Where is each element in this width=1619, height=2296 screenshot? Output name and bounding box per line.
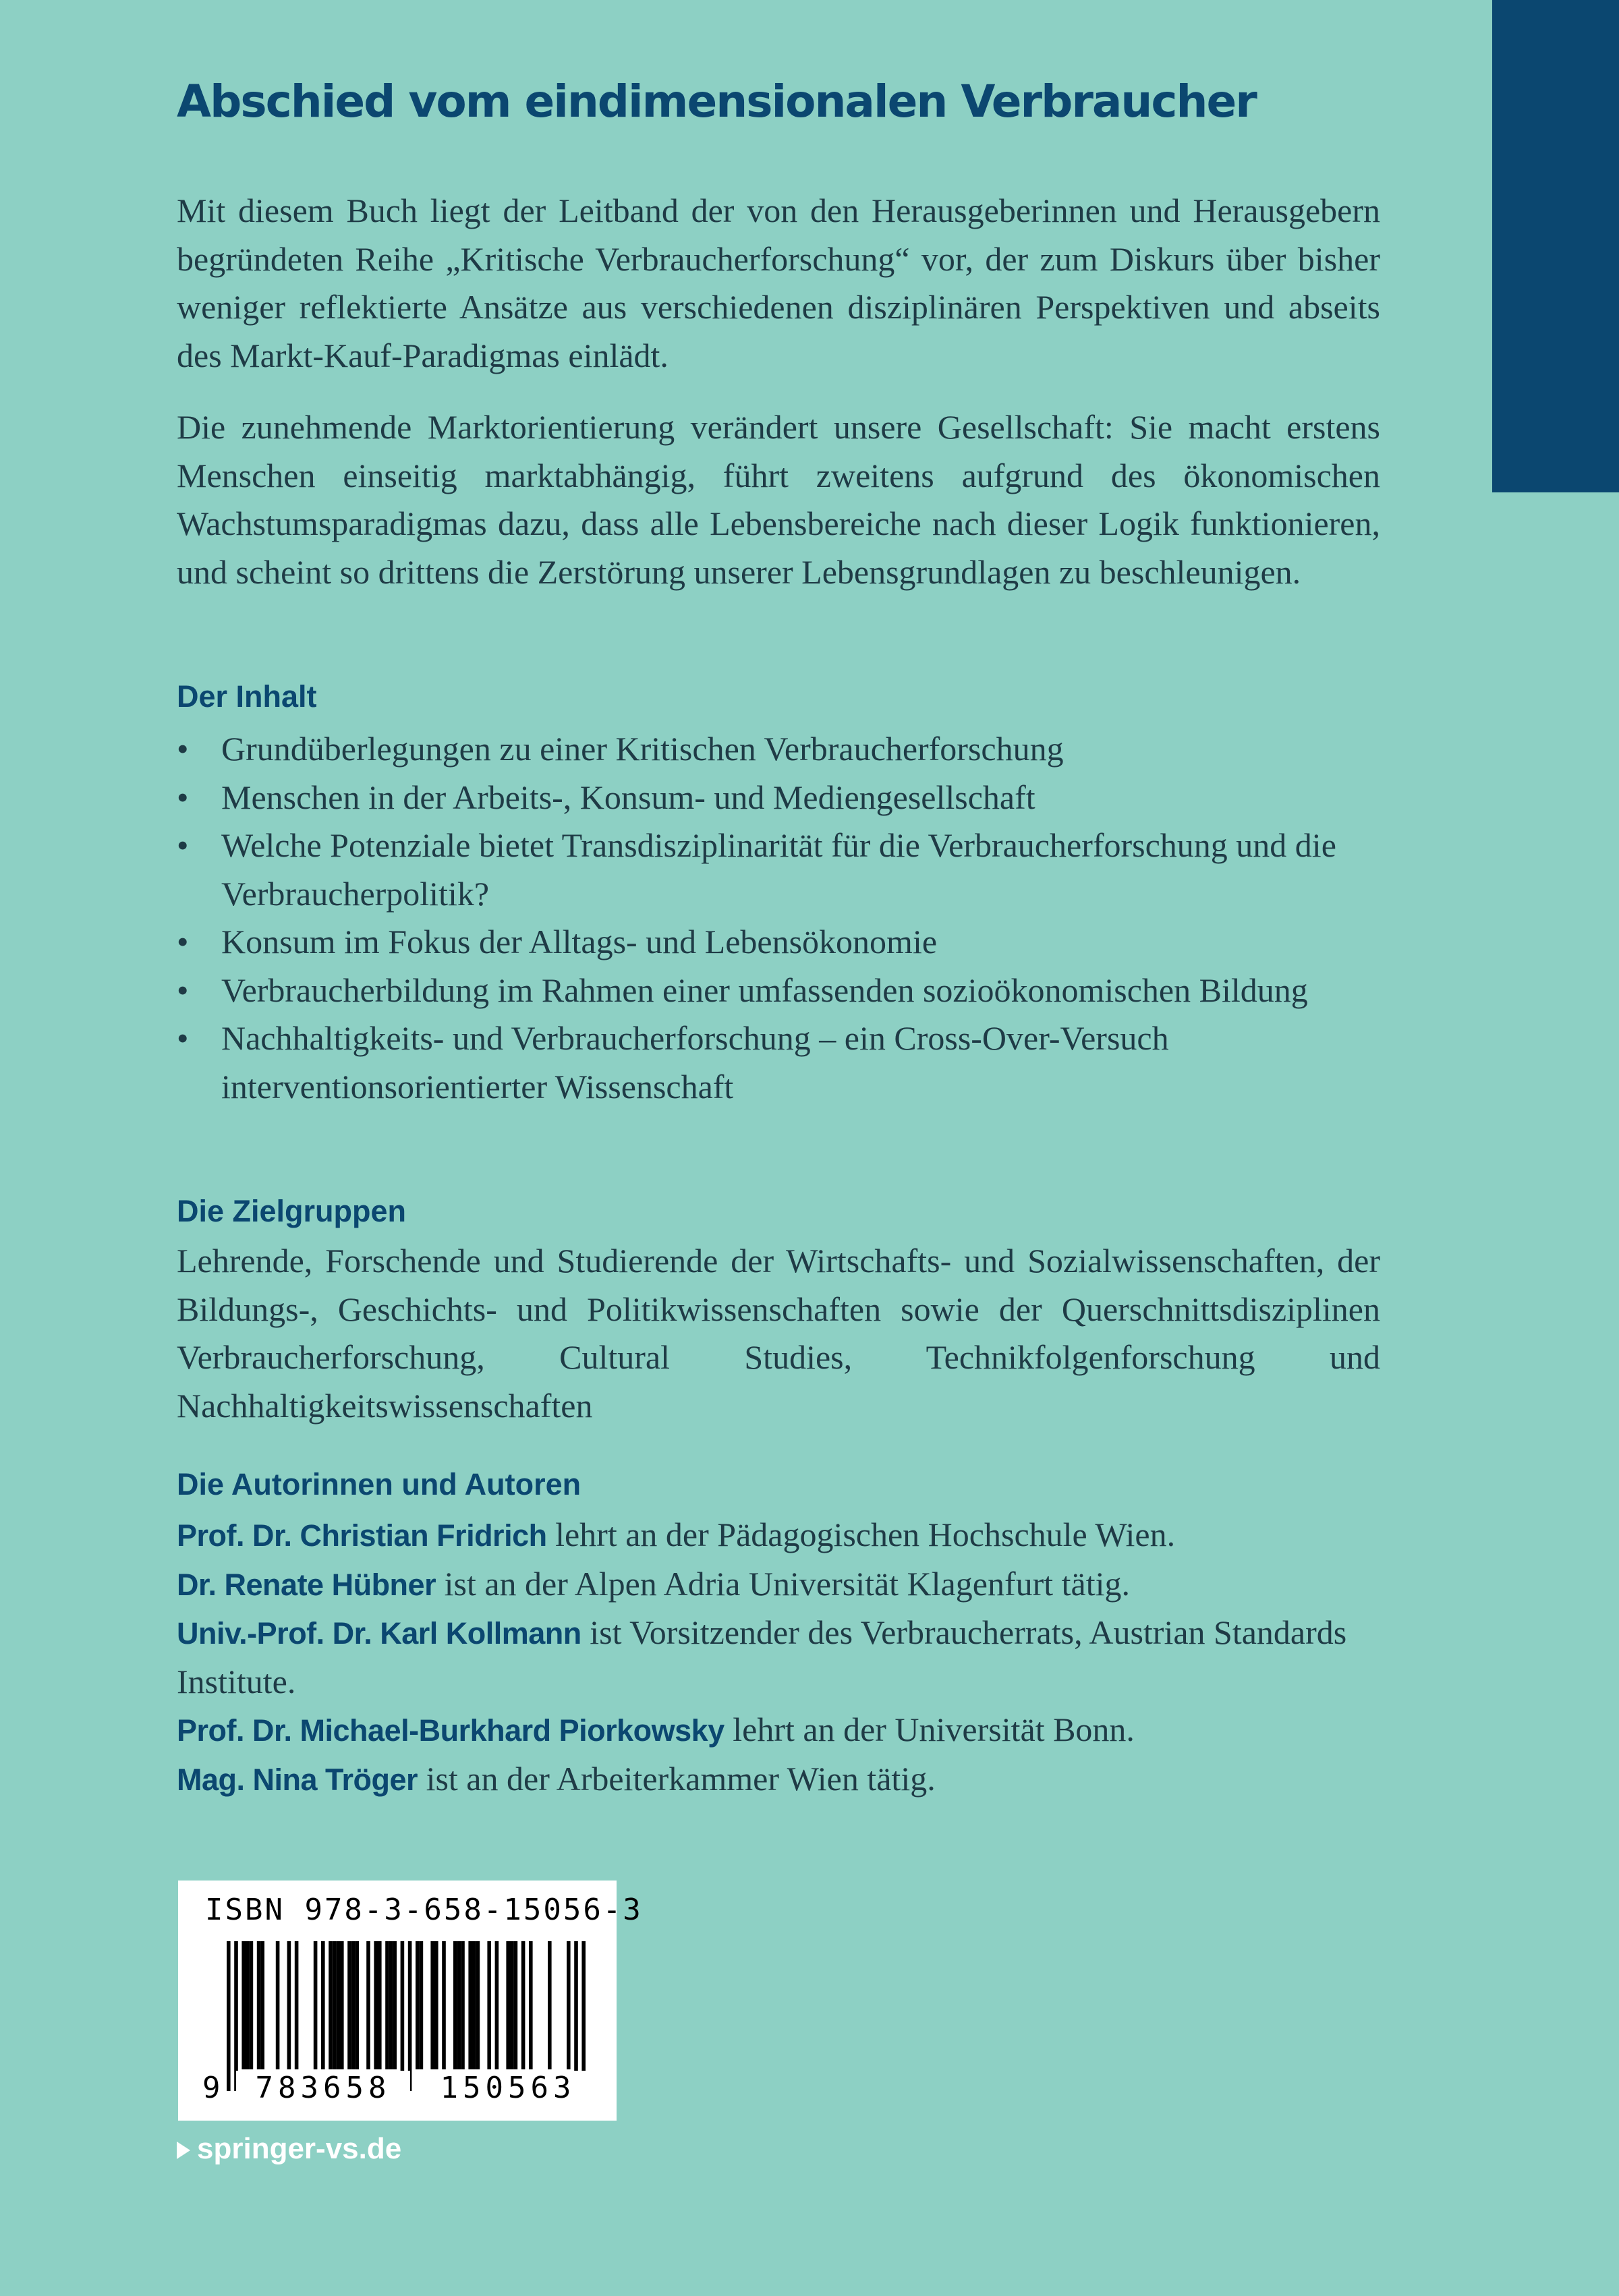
author-name: Dr. Renate Hübner bbox=[177, 1567, 436, 1602]
barcode-bar bbox=[385, 1941, 389, 2069]
barcode-bar bbox=[333, 1941, 337, 2069]
author-entry bbox=[177, 1560, 1380, 1609]
barcode-bar bbox=[567, 1941, 571, 2069]
author-name: Prof. Dr. Christian Fridrich bbox=[177, 1518, 547, 1553]
barcode-guard-bar bbox=[401, 1941, 405, 2091]
barcode-bar bbox=[257, 1941, 261, 2069]
barcode-guard-bar bbox=[408, 1941, 412, 2091]
intro-paragraph-1: Mit diesem Buch liegt der Leitband der von den Herausgeberinnen und Herausgebern begründeten Reihe „Kritische Verbraucherforschung“ vor, der zum Diskurs über bisher weniger reflektierte Ansätze aus verschiedenen disziplinären Perspektiven und abseits des Markt-Kauf-Paradigmas einlädt. bbox=[177, 192, 1380, 374]
contents-list bbox=[177, 725, 1380, 1111]
barcode-bar bbox=[355, 1941, 359, 2069]
author-bio: ist an der Arbeiterkammer Wien tätig. bbox=[418, 1759, 936, 1798]
barcode-bar bbox=[472, 1941, 476, 2069]
contents-item: • Nachhaltigkeits- und Verbraucherforschung – ein Cross-Over-Versuch interventionsorientierter Wissenschaft bbox=[177, 1014, 1380, 1111]
author-bio: ist Vorsitzender des Verbraucherrats, Austrian Standards Institute. bbox=[177, 1613, 1347, 1700]
barcode-bar bbox=[529, 1941, 533, 2069]
barcode-bar bbox=[336, 1941, 340, 2069]
barcode-bar bbox=[295, 1941, 299, 2069]
authors-heading: Die Autorinnen und Autoren bbox=[177, 1467, 581, 1501]
authors-list bbox=[177, 1511, 1380, 1804]
barcode-bar bbox=[457, 1941, 461, 2069]
audience-text: Lehrende, Forschende und Studierende der Wirtschafts- und Sozialwissenschaften, der Bildungs-, Geschichts- und Politikwissenschaften sowie der Querschnittsdisziplinen Verbraucherforschung, Cultural Studies, Technikfolgenforschung und Nachhaltigkeitswissenschaften bbox=[177, 1242, 1380, 1425]
contents-item: • Menschen in der Arbeits-, Konsum- und Mediengesellschaft bbox=[177, 774, 1380, 822]
barcode-bar bbox=[521, 1941, 526, 2069]
audience-heading: Die Zielgruppen bbox=[177, 1194, 407, 1228]
barcode-bar bbox=[378, 1941, 382, 2069]
author-entry bbox=[177, 1755, 1380, 1804]
barcode-bar bbox=[347, 1941, 351, 2069]
author-bio: lehrt an der Pädagogischen Hochschule Wien. bbox=[546, 1516, 1176, 1553]
author-entry bbox=[177, 1609, 1380, 1706]
barcode-bar bbox=[314, 1941, 318, 2069]
barcode-bar bbox=[420, 1941, 424, 2069]
barcode-bar bbox=[434, 1941, 438, 2069]
isbn-barcode bbox=[178, 1881, 643, 2121]
cover-title: Abschied vom eindimensionalen Verbraucher bbox=[177, 76, 1256, 127]
publisher-link[interactable] bbox=[177, 2132, 401, 2166]
author-entry bbox=[177, 1706, 1380, 1755]
barcode-bar bbox=[389, 1941, 393, 2069]
barcode-bar bbox=[351, 1941, 356, 2069]
contents-item: • Grundüberlegungen zu einer Kritischen Verbraucherforschung bbox=[177, 725, 1380, 774]
barcode-bar bbox=[430, 1941, 434, 2069]
author-bio: lehrt an der Universität Bonn. bbox=[724, 1711, 1135, 1748]
barcode-bar bbox=[487, 1941, 491, 2069]
barcode-bar bbox=[495, 1941, 499, 2069]
barcode-bar bbox=[242, 1941, 246, 2069]
contents-heading: Der Inhalt bbox=[177, 679, 317, 714]
spine-color-band bbox=[1492, 0, 1619, 492]
barcode-bar bbox=[374, 1941, 378, 2069]
contents-item: • Verbraucherbildung im Rahmen einer umfassenden sozioökonomischen Bildung bbox=[177, 967, 1380, 1015]
author-name: Prof. Dr. Michael-Burkhard Piorkowsky bbox=[177, 1713, 725, 1748]
ean-left-digits: 783658 bbox=[236, 2071, 410, 2105]
barcode-bar bbox=[476, 1941, 480, 2069]
barcode-bar bbox=[393, 1941, 397, 2069]
publisher-url: springer-vs.de bbox=[197, 2132, 402, 2165]
author-bio: ist an der Alpen Adria Universität Klagenfurt tätig. bbox=[436, 1564, 1130, 1603]
barcode-bar bbox=[468, 1941, 472, 2069]
barcode-bar bbox=[416, 1941, 420, 2069]
author-name: Univ.-Prof. Dr. Karl Kollmann bbox=[177, 1616, 581, 1651]
barcode-bar bbox=[260, 1941, 264, 2069]
barcode-bar bbox=[548, 1941, 552, 2069]
author-entry bbox=[177, 1511, 1380, 1560]
barcode-bar bbox=[329, 1941, 333, 2069]
barcode-bar bbox=[510, 1941, 514, 2069]
intro-paragraph-2: Die zunehmende Marktorientierung verändert unsere Gesellschaft: Sie macht erstens Menschen einseitig marktabhängig, führt zweitens aufgrund des ökonomischen Wachstumsparadigmas dazu, dass alle Lebensbereiche nach dieser Logik funktionieren, und scheint so drittens die Zerstörung unserer Lebensgrundlagen zu beschleunigen. bbox=[177, 408, 1380, 591]
barcode-bar bbox=[366, 1941, 370, 2069]
play-arrow-icon bbox=[177, 2142, 190, 2159]
ean-right-digits: 150563 bbox=[420, 2071, 596, 2105]
barcode-guard-bar bbox=[227, 1941, 231, 2091]
barcode-guard-bar bbox=[574, 1941, 578, 2091]
barcode-bar bbox=[287, 1941, 291, 2069]
barcode-bar bbox=[250, 1941, 254, 2069]
ean-first-digit: 9 bbox=[202, 2071, 221, 2105]
author-name: Mag. Nina Tröger bbox=[177, 1762, 418, 1797]
contents-item: • Konsum im Fokus der Alltags- und Lebensökonomie bbox=[177, 918, 1380, 967]
contents-item: • Welche Potenziale bietet Transdisziplinarität für die Verbraucherforschung und die Verbraucherpolitik? bbox=[177, 822, 1380, 918]
barcode-bar bbox=[506, 1941, 510, 2069]
isbn-label: ISBN 978-3-658-15056-3 bbox=[205, 1893, 643, 1927]
barcode-bar bbox=[453, 1941, 457, 2069]
barcode-bar bbox=[321, 1941, 325, 2069]
barcode-guard-bar bbox=[234, 1941, 238, 2091]
barcode-bar bbox=[461, 1941, 465, 2069]
barcode-bar bbox=[514, 1941, 518, 2069]
barcode-bar bbox=[340, 1941, 344, 2069]
barcode-bar bbox=[246, 1941, 250, 2069]
barcode-bar bbox=[442, 1941, 446, 2069]
barcode-bar bbox=[276, 1941, 280, 2069]
barcode-guard-bar bbox=[581, 1941, 586, 2091]
